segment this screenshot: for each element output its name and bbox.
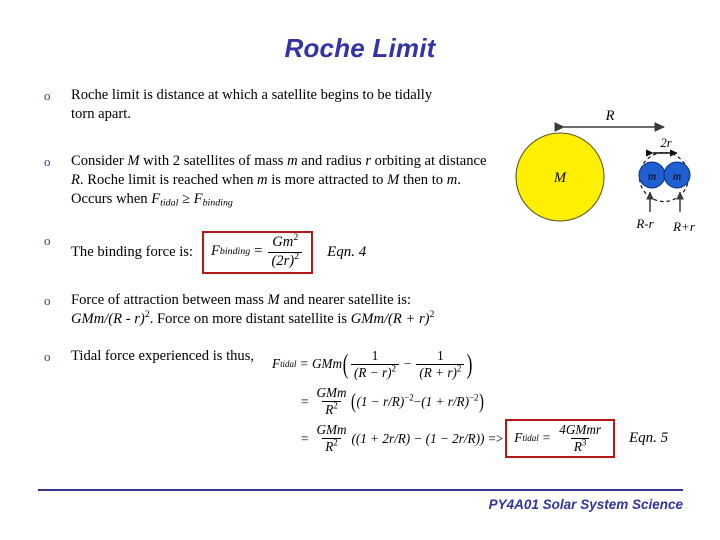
deriv3-prefactor <box>313 423 349 454</box>
deriv2-num <box>313 386 349 401</box>
deriv3-den <box>322 438 341 454</box>
deriv1-f2-den-sup: 2 <box>456 363 462 374</box>
bullet-item-roche-definition <box>41 86 491 125</box>
binding-force-lead: The binding force is: <box>71 243 193 260</box>
bullet-item-consider-satellites <box>41 152 491 210</box>
bullet-1-line-2: torn apart. <box>71 106 131 123</box>
b2-p8: . Occurs when <box>71 171 461 207</box>
b4-expr-far: GMm/(R + r) <box>350 311 430 328</box>
b2-var-R: R <box>71 171 80 188</box>
spacer <box>41 125 491 152</box>
eqn5-num-text: 4GMmr <box>559 421 601 437</box>
b4-var-M: M <box>267 291 280 308</box>
bullet-marker-icon: o <box>44 292 51 308</box>
eqn5-lhs: F <box>514 430 523 445</box>
b2-var-M2: M <box>387 171 400 188</box>
bullet-item-force-attraction <box>41 291 491 330</box>
deriv3-den-text: R <box>325 439 334 454</box>
deriv1-equals: = <box>300 356 308 371</box>
derivation-line-3 <box>301 420 702 457</box>
deriv2-den-sup: 2 <box>333 400 338 411</box>
b4-line1-b: and nearer satellite is: <box>279 291 412 308</box>
deriv2-den <box>322 401 341 417</box>
deriv1-f2-num: 1 <box>437 347 444 363</box>
diagram-label-R: R <box>605 108 615 124</box>
roche-limit-diagram <box>492 100 720 240</box>
b2-p7: then to <box>399 171 447 188</box>
spacer <box>41 274 491 291</box>
deriv1-f1-den <box>351 364 399 380</box>
footer-divider <box>38 489 683 491</box>
deriv1-fraction-2 <box>416 349 464 380</box>
eqn4-equals: = <box>254 243 263 260</box>
diagram-label-R-plus-r: R+r <box>673 219 695 234</box>
deriv2-num-text: GMm <box>316 385 347 401</box>
b4-expr-near: GMm/(R - r) <box>71 311 145 328</box>
b2-F-binding: F <box>193 191 203 207</box>
b2-p2: with 2 satellites of mass <box>139 152 288 169</box>
derivation-line-2 <box>301 383 702 420</box>
b2-p4: orbiting at distance <box>371 152 487 169</box>
eqn4-fraction <box>268 232 302 269</box>
eqn4-denominator <box>268 252 302 269</box>
b2-p5: . Roche limit is reached when <box>79 171 258 188</box>
spacer <box>41 209 491 231</box>
diagram-label-2r: 2r <box>660 136 672 150</box>
eqn5-denominator <box>571 438 590 454</box>
deriv2-expr-b-text: (1 + r/R) <box>421 393 469 409</box>
b4-line1 <box>71 292 411 308</box>
b2-F-tidal: F <box>151 191 161 207</box>
deriv3-num-text: GMm <box>316 422 347 438</box>
b2-var-m2: m <box>257 171 268 188</box>
b2-var-m3: m <box>446 171 458 188</box>
bullet-1-line-1: Roche limit is distance at which a satellite begins to be tidally <box>71 87 433 103</box>
bullet-marker-icon: o <box>44 233 51 249</box>
deriv2-expr-a-text: (1 − r/R) <box>356 393 405 409</box>
deriv1-f1-num: 1 <box>371 347 379 363</box>
bullet-item-binding-force <box>41 231 491 274</box>
deriv1-f1-den-text: (R − r) <box>354 364 392 380</box>
deriv1-close-paren: ) <box>467 348 473 379</box>
deriv3-den-sup: 2 <box>333 437 338 448</box>
diagram-label-m-right: m <box>672 171 682 183</box>
eqn4-num-sup: 2 <box>293 232 299 244</box>
deriv1-fraction-1 <box>351 349 399 380</box>
b2-relation: ≥ <box>178 191 194 207</box>
deriv2-den-text: R <box>325 402 334 417</box>
deriv3-num <box>313 423 349 438</box>
eqn4-lhs: F <box>211 243 220 260</box>
tidal-force-lead: Tidal force experienced is thus, <box>71 348 255 364</box>
binding-force-row <box>71 231 491 274</box>
diagram-label-R-minus-r: R-r <box>636 216 654 231</box>
bullet-list <box>41 86 491 329</box>
derivation-line-1: F tidal = GMm ( $\frac{1}{(R - r)^2}$ − $\frac{1}{(R + r)^2}$ ) <box>272 347 473 380</box>
eqn5-den-text: R <box>573 438 582 454</box>
eqn4-den-text: (2r) <box>271 252 295 269</box>
deriv1-lhs: F <box>272 356 281 371</box>
deriv2-expr-b <box>421 394 478 410</box>
deriv1-f1-den-sup: 2 <box>391 363 396 374</box>
deriv3-expression <box>351 431 484 447</box>
diagram-label-M: M <box>553 170 567 186</box>
b4-line2 <box>71 311 434 327</box>
b4-line1-a: Force of attraction between mass <box>71 291 268 308</box>
diagram-label-m-left: m <box>647 171 657 183</box>
eqn5-numerator <box>556 423 604 438</box>
deriv2-open-paren: ( <box>351 389 357 414</box>
b2-var-r: r <box>365 152 371 169</box>
b2-p6: is more attracted to <box>267 171 388 188</box>
bullet-2-text <box>71 153 487 208</box>
equation-box-5: F tidal = $\frac{\text{4GMmr}}{R^3}$ <box>505 419 615 459</box>
deriv2-expr-a-sup: −2 <box>404 392 414 403</box>
deriv2-equals: = <box>301 393 309 409</box>
eqn5-equals: = <box>542 430 551 445</box>
eqn5-den-sup: 3 <box>581 437 587 448</box>
derivation-block <box>272 345 702 457</box>
deriv2-minus: − <box>413 393 422 409</box>
deriv1-open-paren: ( <box>342 348 349 379</box>
footer-course-title: PY4A01 Solar System Science <box>488 497 683 512</box>
deriv3-equals: = <box>301 430 309 446</box>
equation-5-label: Eqn. 5 <box>628 430 669 446</box>
b4-expr-far-sup: 2 <box>429 309 435 321</box>
b2-p1: Consider <box>71 152 128 169</box>
equation-box-4: F binding = $\frac{Gm^2}{(2r)^2}$ <box>202 231 313 274</box>
b2-var-m1: m <box>287 152 298 169</box>
equation-4-label: Eqn. 4 <box>327 243 367 260</box>
bullet-marker-icon: o <box>44 349 51 364</box>
b2-F-tidal-sub: tidal <box>160 197 179 209</box>
deriv1-coefficient: GMm <box>311 356 342 371</box>
b4-line2-mid: . Force on more distant satellite is <box>149 311 351 328</box>
deriv3-implies-arrow: => <box>488 430 504 446</box>
bullet-marker-icon: o <box>44 153 51 169</box>
bullet-item-tidal-force <box>41 348 254 365</box>
deriv3-expr-text: ((1 + 2r/R) − (1 − 2r/R)) <box>351 430 485 446</box>
b2-p3: and radius <box>297 152 366 169</box>
eqn5-fraction <box>556 423 604 454</box>
bullet-marker-icon: o <box>44 88 51 103</box>
eqn4-numerator <box>269 232 301 251</box>
deriv1-f2-den <box>416 364 464 380</box>
deriv2-expr-b-sup: −2 <box>468 392 479 403</box>
deriv1-minus: − <box>403 356 412 371</box>
b2-F-binding-sub: binding <box>202 197 233 209</box>
deriv1-f2-den-text: (R + r) <box>419 364 457 380</box>
b2-var-M1: M <box>127 152 140 169</box>
eqn4-den-sup: 2 <box>294 250 300 262</box>
eqn4-num-text: Gm <box>272 234 294 251</box>
deriv2-expr-a <box>357 394 414 410</box>
page-title: Roche Limit <box>284 33 436 63</box>
deriv2-prefactor <box>313 386 349 417</box>
deriv2-close-paren: ) <box>478 389 484 414</box>
b4-expr-near-sup: 2 <box>144 309 150 321</box>
